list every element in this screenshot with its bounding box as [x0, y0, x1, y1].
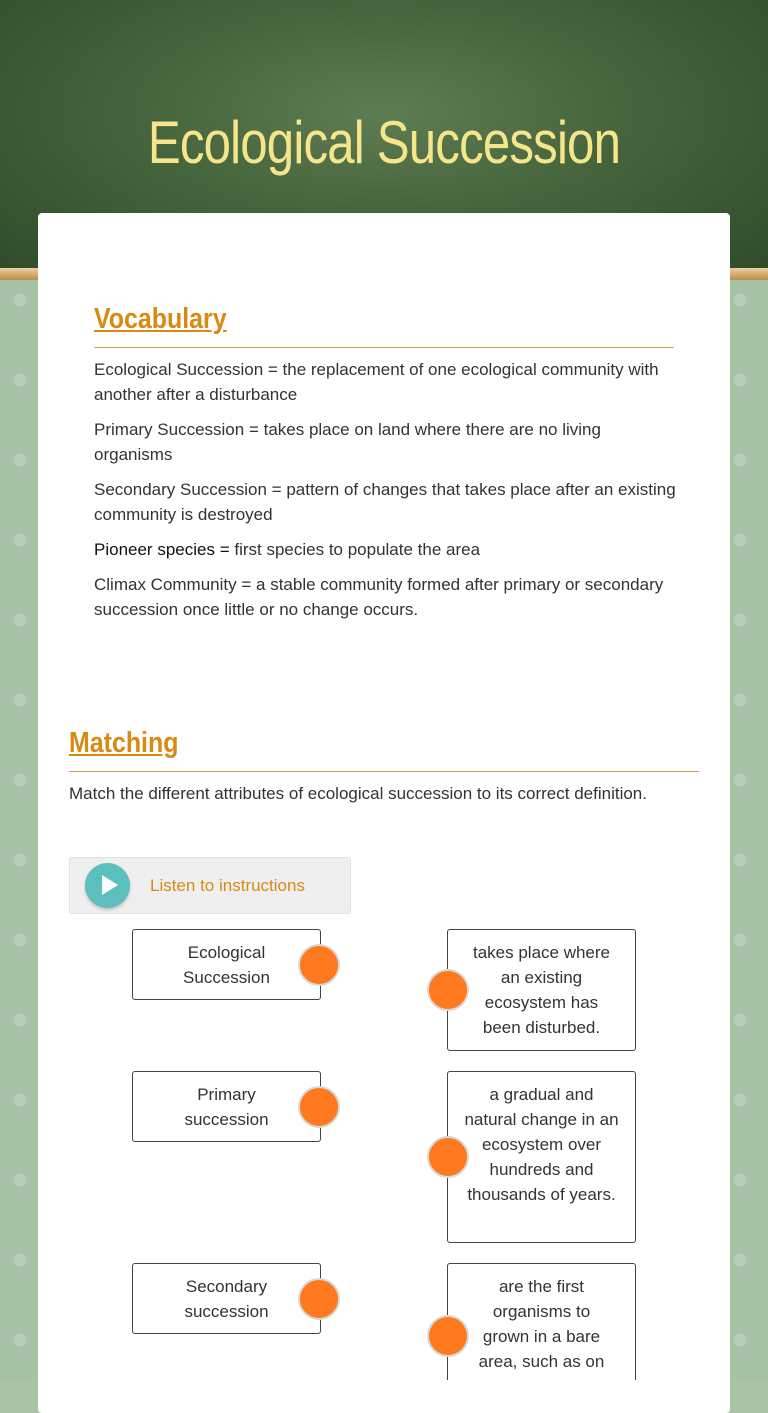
vocabulary-heading: Vocabulary [94, 303, 227, 335]
matching-divider [69, 771, 699, 772]
play-icon[interactable] [85, 863, 130, 908]
vocab-item-primary-succession: Primary Succession = takes place on land where there are no living organisms [94, 420, 601, 464]
vocab-item-climax-community: Climax Community = a stable community formed after primary or secondary succession once little or no change occurs. [94, 575, 664, 619]
match-left-connector[interactable] [298, 1086, 340, 1128]
match-right-item [447, 1263, 636, 1380]
match-left-item [132, 1263, 321, 1334]
match-left-label: Secondary succession [184, 1277, 269, 1321]
match-left-connector[interactable] [298, 1278, 340, 1320]
match-left-item [132, 929, 321, 1000]
matching-instructions: Match the different attributes of ecological succession to its correct definition. [69, 784, 647, 803]
match-right-label: a gradual and natural change in an ecosystem over hundreds and thousands of years. [464, 1085, 619, 1204]
match-right-label: takes place where an existing ecosystem has been disturbed. [472, 943, 611, 1037]
match-right-label: are the first organisms to grown in a bare area, such as on [478, 1277, 605, 1371]
match-left-label: Primary succession [184, 1085, 269, 1129]
matching-heading: Matching [69, 727, 179, 759]
vocab-item-secondary-succession: Secondary Succession = pattern of changes that takes place after an existing community is destroyed [94, 480, 676, 524]
vocabulary-divider [94, 347, 674, 348]
match-right-connector[interactable] [427, 1315, 469, 1357]
match-left-connector[interactable] [298, 944, 340, 986]
match-right-connector[interactable] [427, 1136, 469, 1178]
match-left-label: Ecological Succession [183, 943, 270, 987]
match-right-connector[interactable] [427, 969, 469, 1011]
match-right-item [447, 1071, 636, 1243]
listen-instructions-label: Listen to instructions [150, 876, 305, 895]
match-right-item [447, 929, 636, 1051]
listen-instructions-button[interactable] [69, 857, 351, 914]
vocab-item-pioneer-species: Pioneer species = first species to populate the area [94, 540, 481, 559]
match-left-item [132, 1071, 321, 1142]
page-title: Ecological Succession [147, 109, 621, 176]
vocab-item-ecological-succession: Ecological Succession = the replacement of one ecological community with another after a disturbance [94, 360, 659, 404]
